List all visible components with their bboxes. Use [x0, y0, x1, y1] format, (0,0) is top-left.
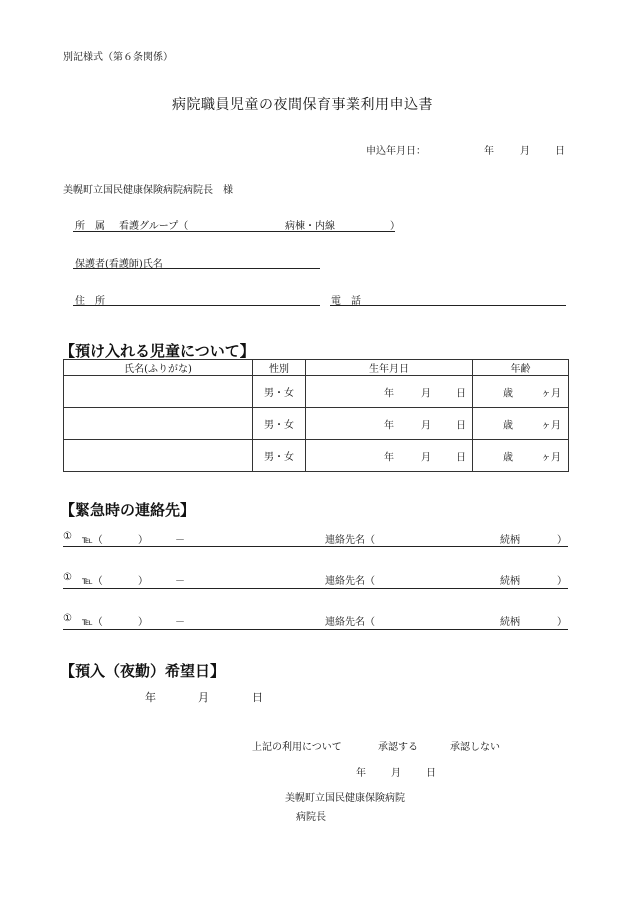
tel-dash: － — [175, 535, 185, 546]
affiliation-close: ） — [390, 221, 400, 232]
emergency-underline — [63, 629, 568, 630]
affiliation-ward: 病棟・内線 — [285, 221, 335, 232]
phone-label: 電 話 — [331, 296, 361, 307]
column-gender: 性別 — [253, 360, 306, 376]
contact-close: ） — [557, 617, 567, 628]
child-name-cell[interactable] — [64, 376, 253, 408]
birth-day: 日 — [456, 420, 466, 431]
tel-dash: － — [175, 617, 185, 628]
approval-month: 月 — [391, 768, 401, 779]
row-number: ① — [63, 572, 72, 583]
birth-month: 月 — [421, 452, 431, 463]
children-table — [63, 359, 569, 472]
age-months: ヶ月 — [541, 388, 561, 399]
tel-label: ℡（ — [82, 576, 103, 587]
phone-underline — [330, 305, 566, 306]
director-title: 病院長 — [296, 812, 326, 823]
birthdate-cell[interactable] — [306, 376, 473, 408]
child-name-cell[interactable] — [64, 440, 253, 472]
approve-option[interactable]: 承認する — [378, 742, 418, 753]
reject-option[interactable]: 承認しない — [450, 742, 500, 753]
desired-year: 年 — [145, 691, 156, 704]
child-name-cell[interactable] — [64, 408, 253, 440]
birth-month: 月 — [421, 388, 431, 399]
table-row — [64, 408, 569, 440]
contact-name-label: 連絡先名（ — [325, 535, 375, 546]
birthdate-cell[interactable] — [306, 408, 473, 440]
table-row — [64, 440, 569, 472]
relation-label: 続柄 — [500, 576, 520, 587]
contact-name-label: 連絡先名（ — [325, 617, 375, 628]
relation-label: 続柄 — [500, 617, 520, 628]
gender-cell[interactable]: 男・女 — [253, 440, 306, 472]
affiliation-underline — [73, 231, 395, 232]
birth-day: 日 — [456, 388, 466, 399]
tel-label: ℡（ — [82, 535, 103, 546]
birthdate-cell[interactable] — [306, 440, 473, 472]
address-underline — [73, 305, 320, 306]
desired-day: 日 — [252, 691, 263, 704]
approval-text: 上記の利用について — [252, 742, 342, 753]
tel-dash: － — [175, 576, 185, 587]
page-title: 病院職員児童の夜間保育事業利用申込書 — [172, 97, 433, 113]
affiliation-label: 所 属 — [75, 221, 105, 232]
contact-name-label: 連絡先名（ — [325, 576, 375, 587]
age-cell[interactable] — [473, 408, 569, 440]
age-months: ヶ月 — [541, 452, 561, 463]
children-heading: 【預け入れる児童について】 — [60, 342, 255, 360]
approval-day: 日 — [426, 768, 436, 779]
birth-year: 年 — [384, 420, 394, 431]
tel-label: ℡（ — [82, 617, 103, 628]
desired-date-heading: 【預入（夜勤）希望日】 — [60, 662, 226, 680]
row-number: ① — [63, 531, 72, 542]
emergency-heading: 【緊急時の連絡先】 — [60, 501, 196, 519]
table-row — [64, 376, 569, 408]
emergency-underline — [63, 588, 568, 589]
birth-day: 日 — [456, 452, 466, 463]
age-cell[interactable] — [473, 376, 569, 408]
affiliation-group: 看護グループ（ — [119, 221, 189, 232]
tel-paren-close: ） — [138, 617, 148, 628]
tel-paren-close: ） — [138, 535, 148, 546]
addressee: 美幌町立国民健康保険病院病院長 様 — [63, 185, 233, 196]
address-label: 住 所 — [75, 296, 105, 307]
guardian-label: 保護者(看護師)氏名 — [75, 259, 163, 270]
birth-year: 年 — [384, 452, 394, 463]
gender-cell[interactable]: 男・女 — [253, 408, 306, 440]
guardian-underline — [73, 268, 320, 269]
age-years: 歳 — [503, 452, 513, 463]
birth-month: 月 — [421, 420, 431, 431]
desired-month: 月 — [198, 691, 209, 704]
contact-close: ） — [557, 576, 567, 587]
gender-cell[interactable]: 男・女 — [253, 376, 306, 408]
age-months: ヶ月 — [541, 420, 561, 431]
approval-year: 年 — [356, 768, 366, 779]
row-number: ① — [63, 613, 72, 624]
age-cell[interactable] — [473, 440, 569, 472]
tel-paren-close: ） — [138, 576, 148, 587]
age-years: 歳 — [503, 420, 513, 431]
application-date-label: 申込年月日： — [366, 146, 426, 157]
age-years: 歳 — [503, 388, 513, 399]
emergency-underline — [63, 546, 568, 547]
children-table-header — [64, 360, 569, 376]
contact-close: ） — [557, 535, 567, 546]
birth-year: 年 — [384, 388, 394, 399]
application-year: 年 — [484, 146, 494, 157]
relation-label: 続柄 — [500, 535, 520, 546]
hospital-name: 美幌町立国民健康保険病院 — [285, 793, 405, 804]
application-month: 月 — [520, 146, 530, 157]
form-reference: 別記様式（第６条関係） — [63, 52, 173, 63]
application-day: 日 — [555, 146, 565, 157]
column-age: 年齢 — [473, 360, 569, 376]
column-name: 氏名(ふりがな) — [64, 360, 253, 376]
column-birthdate: 生年月日 — [306, 360, 473, 376]
